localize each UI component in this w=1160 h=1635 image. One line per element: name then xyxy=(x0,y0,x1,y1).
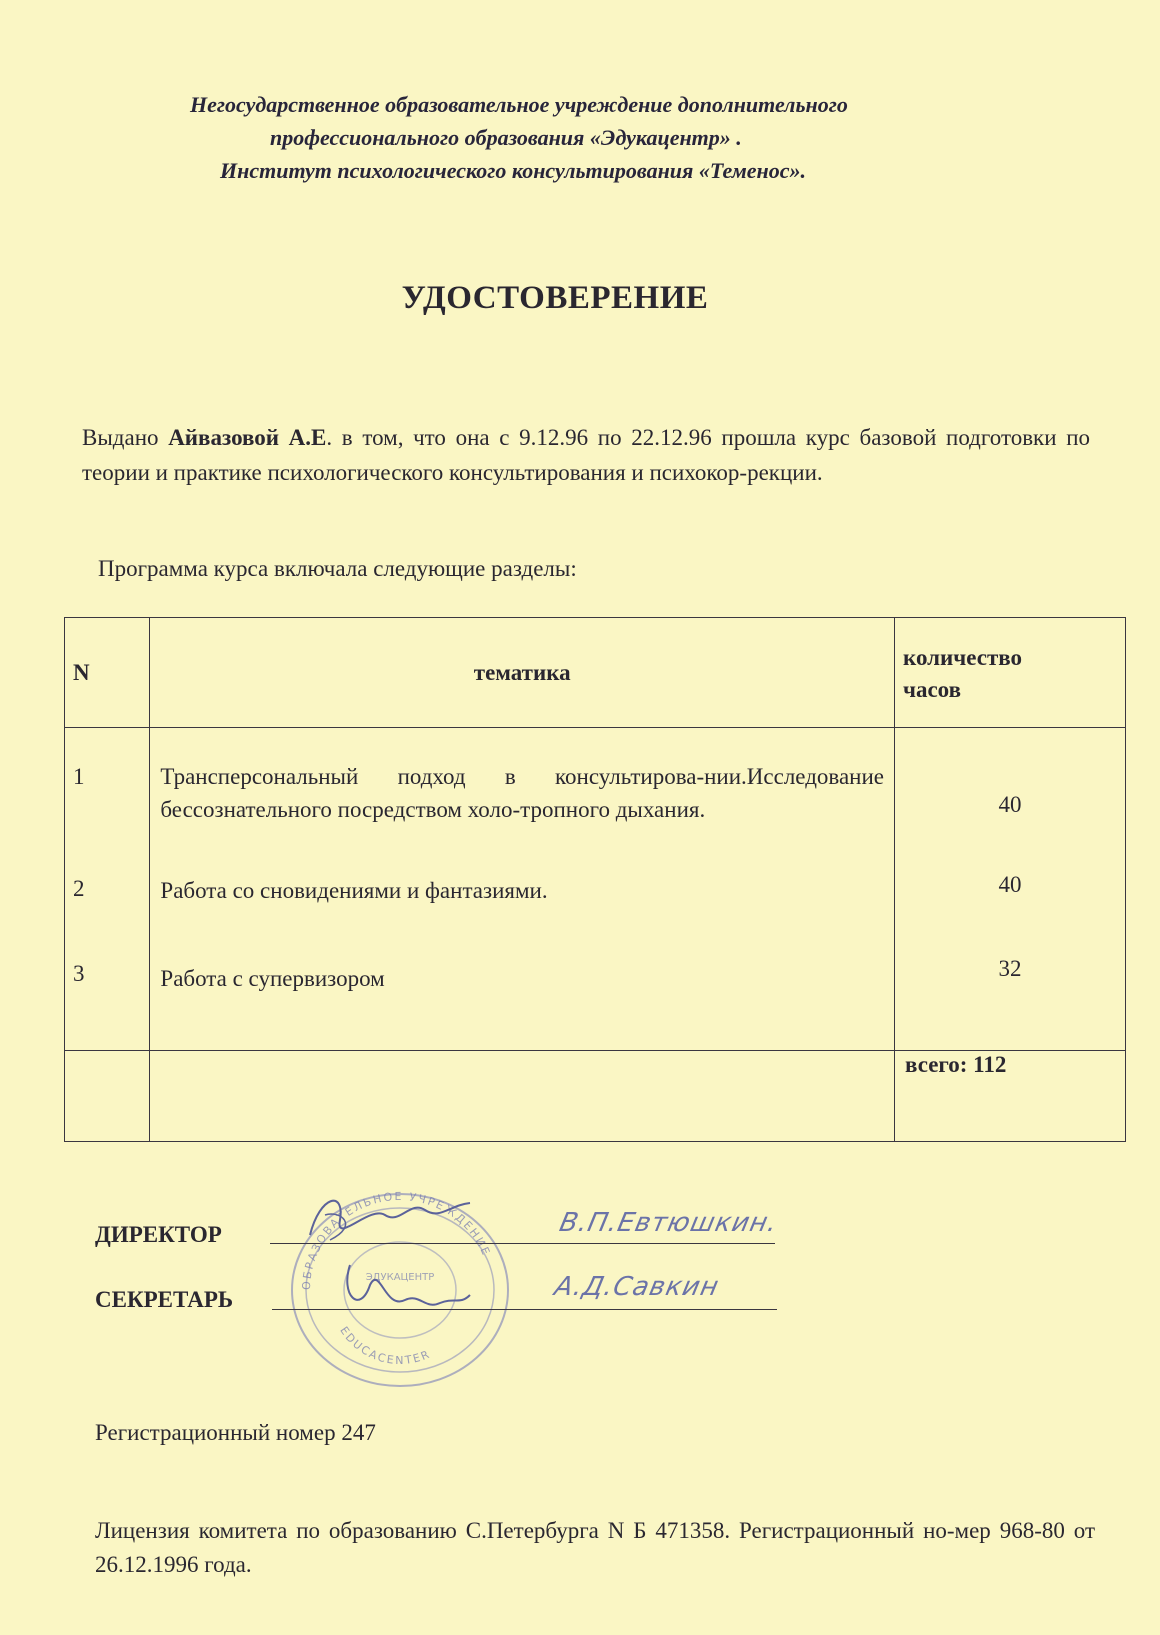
issued-prefix: Выдано xyxy=(82,425,169,450)
col-header-hours xyxy=(895,618,1126,728)
document-title: УДОСТОВЕРЕНИЕ xyxy=(401,280,709,316)
director-label: ДИРЕКТОР xyxy=(95,1222,222,1247)
total-empty-topic xyxy=(150,1051,895,1142)
row-topic: Работа со сновидениями и фантазиями. xyxy=(160,878,548,903)
director-name: В.П.Евтюшкин. xyxy=(556,1208,781,1238)
row-number: 3 xyxy=(73,961,85,986)
header-line-3: Институт психологического консультирования «Теменос». xyxy=(220,158,807,183)
table-header-row xyxy=(65,618,1126,728)
header-line-2: профессионального образования «Эдукацентр» . xyxy=(270,125,742,150)
stamp-text-bottom: EDUCACENTER xyxy=(337,1324,433,1367)
total-empty-n xyxy=(65,1051,150,1142)
header-line-1: Негосударственное образовательное учреждение дополнительного xyxy=(190,92,848,117)
institution-header xyxy=(150,88,1050,187)
secretary-name: А.Д.Савкин xyxy=(551,1272,722,1302)
topics-cell xyxy=(150,728,895,1051)
row-hours: 32 xyxy=(998,956,1022,981)
recipient-name: Айвазовой А.Е xyxy=(168,425,327,450)
registration-number: Регистрационный номер 247 xyxy=(95,1420,376,1445)
total-row xyxy=(65,1051,1126,1142)
total-hours: всего: 112 xyxy=(895,1051,1126,1142)
row-topic: Работа с супервизором xyxy=(160,966,385,991)
numbers-cell xyxy=(65,728,150,1051)
row-topic: Трансперсональный подход в консультирова-нии.Исследование бессознательного посредством холо-тропного дыхания. xyxy=(160,764,884,822)
certificate-text xyxy=(82,420,1090,490)
row-number: 1 xyxy=(73,764,85,789)
row-hours: 40 xyxy=(998,872,1022,897)
program-intro: Программа курса включала следующие разделы: xyxy=(98,556,577,581)
col-header-hours-l2: часов xyxy=(903,677,962,702)
row-hours: 40 xyxy=(998,792,1022,817)
license-info: Лицензия комитета по образованию С.Петербурга N Б 471358. Регистрационный но-мер 968-80 от 26.12.1996 года. xyxy=(95,1518,1095,1577)
col-header-number: N xyxy=(65,618,150,728)
course-table xyxy=(64,617,1126,1142)
col-header-topic: тематика xyxy=(150,618,895,728)
secretary-label: СЕКРЕТАРЬ xyxy=(95,1287,234,1312)
stamp-text-inner: ЭДУКАЦЕНТР xyxy=(365,1272,435,1283)
stamp-text-top: ОБРАЗОВАТЕЛЬНОЕ УЧРЕЖДЕНИЕ xyxy=(299,1189,494,1291)
table-body-row xyxy=(65,728,1126,1051)
hours-cell xyxy=(895,728,1126,1051)
secretary-signature xyxy=(330,1255,480,1325)
col-header-hours-l1: количество xyxy=(903,645,1023,670)
certificate-statement: . в том, что она с 9.12.96 по 22.12.96 прошла курс базовой подготовки по теории и практике психологического консультирования и психокор-рекции. xyxy=(82,425,1091,485)
director-signature xyxy=(300,1185,480,1255)
row-number: 2 xyxy=(73,876,85,901)
